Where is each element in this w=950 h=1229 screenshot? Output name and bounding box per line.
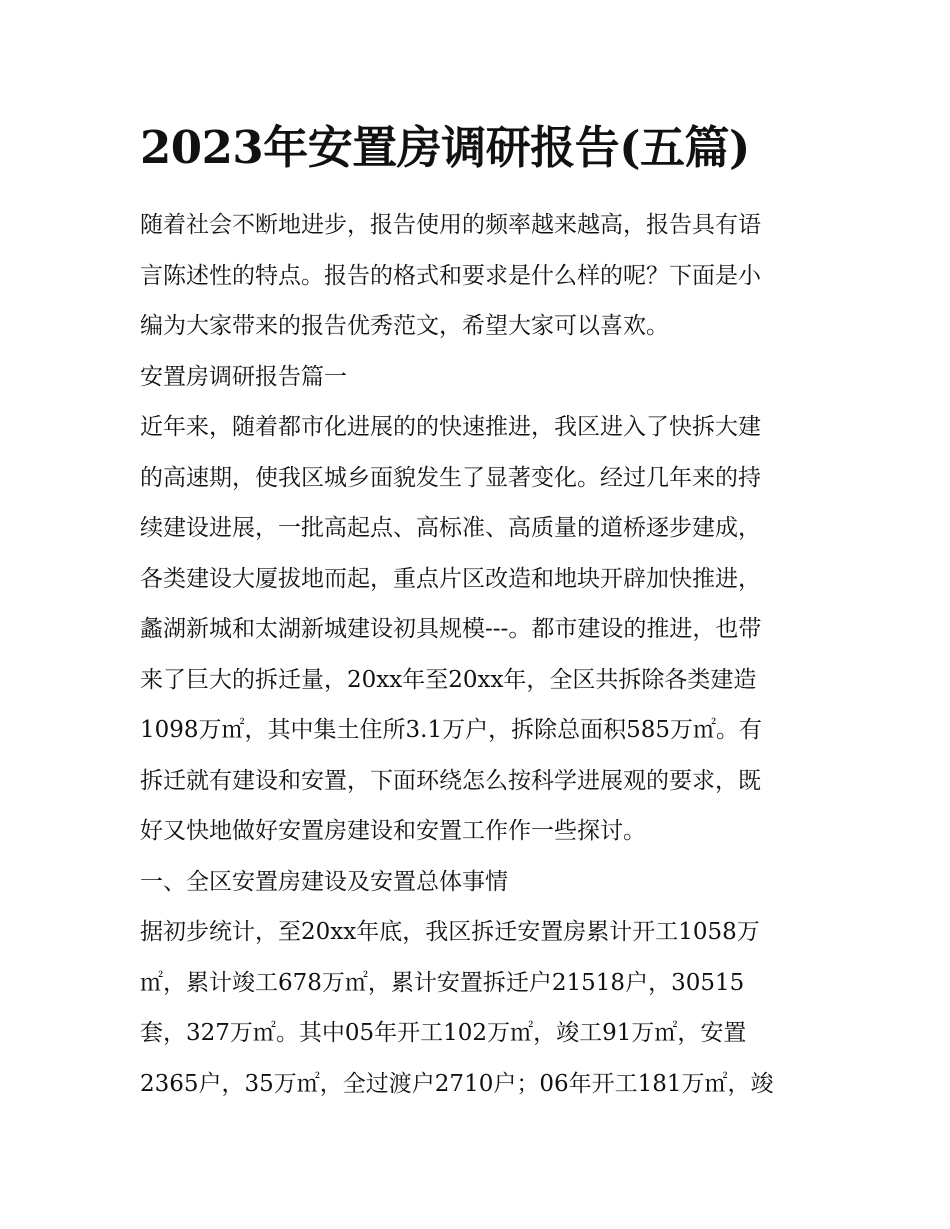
paragraph-line: 来了巨大的拆迁量，20xx年至20xx年，全区共拆除各类建造 xyxy=(140,666,757,693)
paragraph-line: 套，327万㎡。其中05年开工102万㎡，竣工91万㎡，安置 xyxy=(140,1020,747,1046)
paragraph-line: 续建设进展，一批高起点、高标准、高质量的道桥逐步建成， xyxy=(140,515,761,541)
paragraph-line: 拆迁就有建设和安置，下面环绕怎么按科学进展观的要求，既 xyxy=(140,767,761,794)
paragraph-line: 据初步统计，至20xx年底，我区拆迁安置房累计开工1058万 xyxy=(140,919,760,945)
document-body xyxy=(140,200,820,1109)
paragraph-line: 随着社会不断地进步，报告使用的频率越来越高，报告具有语 xyxy=(140,212,761,238)
paragraph-line: 蠡湖新城和太湖新城建设初具规模---。都市建设的推进，也带 xyxy=(140,616,762,642)
paragraph-line: 好又快地做好安置房建设和安置工作作一些探讨。 xyxy=(140,818,646,844)
document-title: 2023年安置房调研报告(五篇) xyxy=(140,121,750,174)
paragraph-line: 各类建设大厦拔地而起，重点片区改造和地块开辟加快推进， xyxy=(140,565,761,592)
section-heading: 安置房调研报告篇一 xyxy=(140,363,347,390)
paragraph-line: 言陈述性的特点。报告的格式和要求是什么样的呢？下面是小 xyxy=(140,262,761,289)
paragraph-line: 2365户，35万㎡，全过渡户2710户；06年开工181万㎡，竣 xyxy=(140,1070,774,1097)
paragraph-line: ㎡，累计竣工678万㎡，累计安置拆迁户21518户，30515 xyxy=(140,969,745,996)
paragraph-line: 的高速期，使我区城乡面貌发生了显著变化。经过几年来的持 xyxy=(140,464,761,491)
section-heading: 一、全区安置房建设及安置总体事情 xyxy=(140,868,508,895)
paragraph-line: 近年来，随着都市化进展的的快速推进，我区进入了快拆大建 xyxy=(140,414,761,440)
paragraph-line: 1098万㎡，其中集土住所3.1万户，拆除总面积585万㎡。有 xyxy=(140,717,763,743)
paragraph-line: 编为大家带来的报告优秀范文，希望大家可以喜欢。 xyxy=(140,313,669,339)
